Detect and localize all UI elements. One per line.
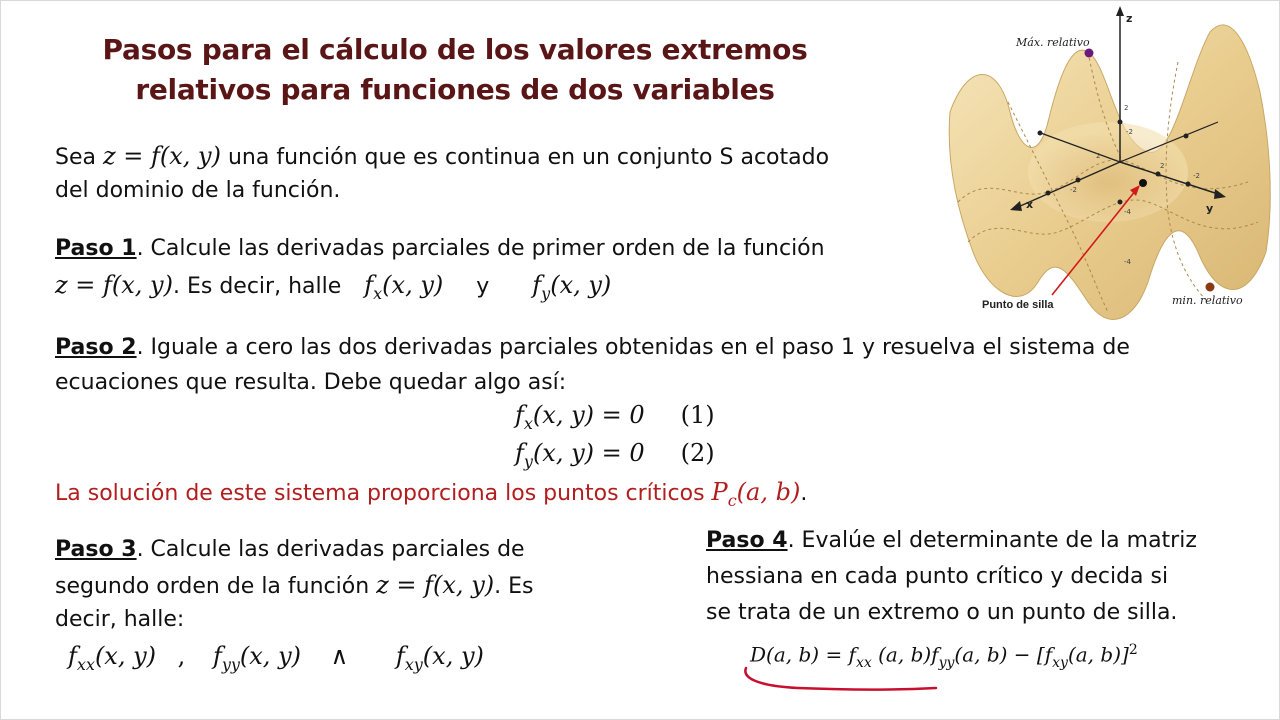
paso4-text: . Evalúe el determinante de la matriz	[787, 528, 1197, 553]
title-line-1: Pasos para el cálculo de los valores extremos	[102, 33, 808, 66]
paso3-line-3: decir, halle:	[55, 607, 185, 632]
intro-line-1	[55, 139, 829, 175]
min-label: min. relativo	[1172, 294, 1243, 307]
paso4-line-2: hessiana en cada punto crítico y decida si	[706, 564, 1169, 589]
svg-text:-4: -4	[1124, 208, 1131, 216]
equation-2: $f_y(x$, y) = 0 (2)	[515, 439, 715, 471]
paso4-line-1	[706, 524, 1197, 558]
max-point	[1085, 49, 1094, 58]
equation-1: $f_x(x$, y) = 0 (1)	[515, 401, 715, 433]
title-line-2: relativos para funciones de dos variables	[135, 73, 775, 106]
hessian-determinant: D(a, $b) = f_{xx}$ (a, $b)f_{yy}(a$, $b) - [f_{xy}(a$, b)]$^2$	[750, 642, 1138, 671]
slide-title	[70, 30, 840, 110]
saddle-surface-figure	[948, 2, 1278, 332]
paso3-line-1	[55, 533, 525, 567]
paso1-fy: $f_y(x$, y)	[532, 271, 612, 303]
paso2-line-1	[55, 331, 1130, 365]
intro-pre: Sea	[55, 145, 103, 170]
paso3-line-2: segundo orden de la función z = f(x, y). Es	[55, 571, 534, 599]
intro-line-2: del dominio de la función.	[55, 178, 341, 203]
saddle-label: Punto de silla	[982, 299, 1054, 311]
svg-text:2: 2	[1096, 152, 1101, 160]
paso2-line-2: ecuaciones que resulta. Debe quedar algo así:	[55, 370, 567, 395]
y-axis-label: y	[1206, 202, 1214, 215]
svg-text:2: 2	[1160, 162, 1165, 170]
svg-text:-2: -2	[1193, 172, 1200, 180]
paso3-label: Paso 3	[55, 537, 137, 562]
saddle-point	[1139, 179, 1147, 187]
paso1-line-1	[55, 232, 825, 266]
solution-text: La solución de este sistema proporciona los puntos críticos	[55, 481, 712, 506]
critical-point: $P_c(a$, b)	[711, 478, 801, 510]
red-underline-stroke	[738, 664, 948, 694]
paso3-text: . Calcule las derivadas parciales de	[136, 537, 525, 562]
paso1-label: Paso 1	[55, 236, 137, 261]
paso1-text: . Calcule las derivadas parciales de primer orden de la función	[136, 236, 825, 261]
intro-post: una función que es continua en un conjunto S acotado	[220, 145, 830, 170]
paso2-text: . Iguale a cero las dos derivadas parciales obtenidas en el paso 1 y resuelva el sistema de	[136, 335, 1130, 360]
paso1-math: z = f(x, y)	[55, 271, 173, 299]
svg-text:-2: -2	[1126, 128, 1133, 136]
paso1-text2: . Es decir, halle	[172, 274, 342, 299]
second-derivatives: $f_{xx}(x$, y) , $f_{yy}(x$, y) ∧ $f_{xy}(x$, y)	[68, 642, 484, 674]
paso1-fx: $f_x(x$, y)	[364, 271, 444, 303]
min-point	[1206, 283, 1215, 292]
max-label: Máx. relativo	[1016, 36, 1090, 49]
svg-text:-4: -4	[1124, 258, 1131, 266]
paso1-line-2	[55, 268, 611, 305]
z-axis-label: z	[1126, 12, 1133, 25]
paso1-and: y	[476, 274, 490, 299]
x-axis-label: x	[1026, 198, 1034, 211]
paso2-label: Paso 2	[55, 335, 137, 360]
paso4-label: Paso 4	[706, 528, 788, 553]
svg-text:-2: -2	[1070, 186, 1077, 194]
paso4-line-3: se trata de un extremo o un punto de silla.	[706, 600, 1178, 625]
svg-text:2: 2	[1124, 104, 1129, 112]
intro-math: z = f(x, y)	[102, 142, 221, 170]
solution-line: La solución de este sistema proporciona los puntos críticos $P_c(a$, b).	[55, 478, 808, 510]
